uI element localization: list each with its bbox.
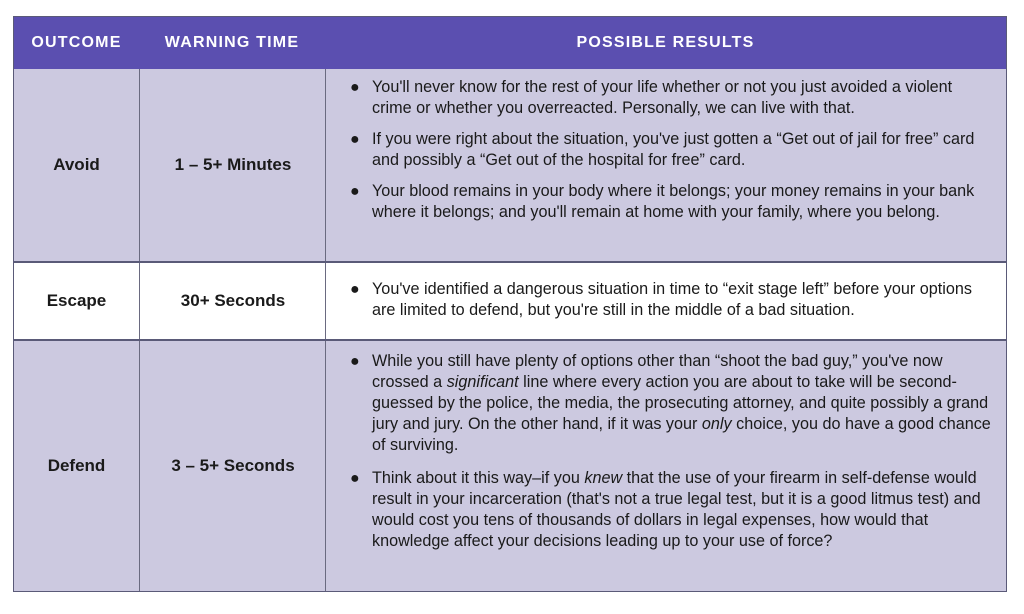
- table-header: [14, 17, 1006, 69]
- bullet-icon: ●: [350, 183, 360, 200]
- table-row-avoid: [14, 69, 1006, 261]
- result-item: [326, 77, 1006, 119]
- result-text: You've identified a dangerous situation in time to “exit stage left” before your options are limited to defend, but you're still in the middle of a bad situation.: [372, 280, 972, 319]
- outcomes-table: [13, 16, 1007, 592]
- result-text: Your blood remains in your body where it belongs; your money remains in your bank where it belongs; and you'll remain at home with your family, where you belong.: [372, 182, 975, 221]
- warning-time-cell: 1 – 5+ Minutes: [139, 69, 326, 261]
- result-text: Think about it this way–if you knew that the use of your firearm in self-defense would result in your incarceration (that's not a true legal test, but it is a good litmus test) and would cost you tens of thousands of dollars in legal expenses, how would that knowledge affect your decisions leading up to your use of force?: [372, 469, 981, 550]
- warning-time-cell: 30+ Seconds: [139, 263, 326, 339]
- results-cell: [325, 263, 1006, 339]
- results-list: [326, 263, 1006, 321]
- results-list: [326, 341, 1006, 552]
- result-text: While you still have plenty of options other than “shoot the bad guy,” you've now crossed a significant line where every action you are about to take will be second-guessed by the police, the media, the prosecuting attorney, and quite possibly a grand jury and jury. On the other hand, if it was your only choice, you do have a good chance of surviving.: [372, 352, 991, 454]
- bullet-icon: ●: [350, 281, 360, 298]
- header-outcome: OUTCOME: [31, 34, 122, 51]
- table-row-escape: [14, 261, 1006, 339]
- outcome-cell: Defend: [47, 456, 106, 475]
- result-item: [326, 181, 1006, 223]
- result-item: [326, 351, 1006, 456]
- result-item: [326, 468, 1006, 552]
- bullet-icon: ●: [350, 79, 360, 96]
- table-row-defend: [14, 339, 1006, 591]
- header-warning-time: WARNING TIME: [164, 34, 300, 51]
- bullet-icon: ●: [350, 131, 360, 148]
- result-item: [326, 129, 1006, 171]
- result-text: You'll never know for the rest of your life whether or not you just avoided a violent crime or whether you overreacted. Personally, we can live with that.: [372, 78, 953, 117]
- results-cell: [325, 69, 1006, 261]
- header-possible-results: POSSIBLE RESULTS: [576, 34, 755, 51]
- results-list: [326, 69, 1006, 223]
- bullet-icon: ●: [350, 470, 360, 487]
- outcome-cell: Escape: [46, 291, 107, 310]
- warning-time-cell: 3 – 5+ Seconds: [139, 341, 326, 591]
- outcome-cell: Avoid: [53, 155, 100, 174]
- bullet-icon: ●: [350, 353, 360, 370]
- result-item: [326, 279, 1006, 321]
- result-text: If you were right about the situation, you've just gotten a “Get out of jail for free” card and possibly a “Get out of the hospital for free” card.: [372, 130, 975, 169]
- results-cell: [325, 341, 1006, 591]
